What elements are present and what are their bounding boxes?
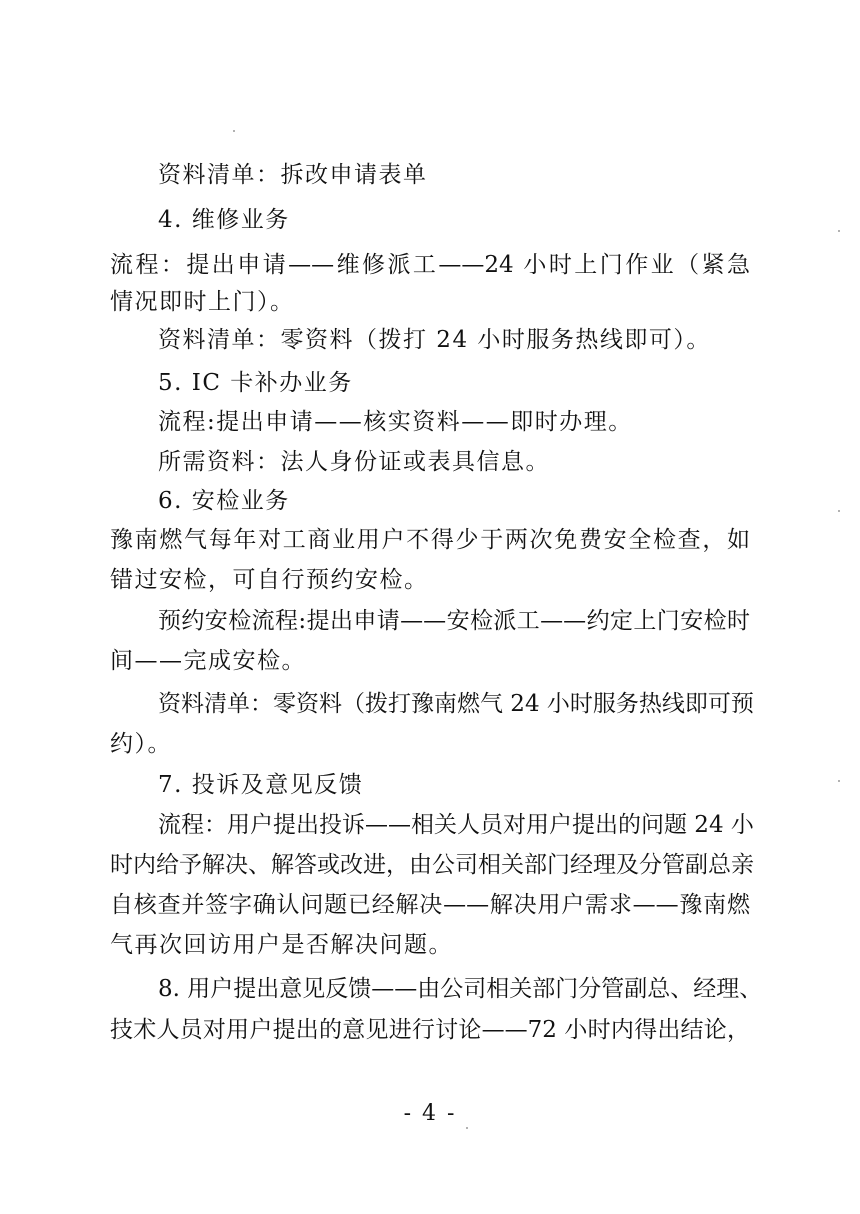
text-line-7: 流程:提出申请——核实资料——即时办理。 xyxy=(158,409,633,435)
section-heading-7: 7. 投诉及意见反馈 xyxy=(158,772,364,798)
text-line-19: 自核查并签字确认问题已经解决——解决用户需求——豫南燃 xyxy=(110,892,750,918)
text-line-20: 气再次回访用户是否解决问题。 xyxy=(110,932,453,958)
scan-speck xyxy=(838,230,840,232)
text-line-8: 所需资料：法人身份证或表具信息。 xyxy=(158,449,550,475)
scan-speck xyxy=(838,510,840,512)
section-heading-5: 5. IC 卡补办业务 xyxy=(158,370,353,396)
text-line-10: 豫南燃气每年对工商业用户不得少于两次免费安全检查，如 xyxy=(110,527,750,553)
text-line-13: 间——完成安检。 xyxy=(110,648,306,674)
text-line-3: 流程：提出申请——维修派工——24 小时上门作业（紧急 xyxy=(110,252,750,278)
text-line-15: 约）。 xyxy=(110,731,172,757)
text-line-18: 时内给予解决、解答或改进，由公司相关部门经理及分管副总亲 xyxy=(110,852,754,878)
scan-speck xyxy=(838,780,840,782)
text-line-4: 情况即时上门）。 xyxy=(110,289,295,315)
scan-speck xyxy=(233,130,235,132)
text-line-1: 资料清单：拆改申请表单 xyxy=(158,162,428,188)
text-line-14: 资料清单：零资料（拨打豫南燃气 24 小时服务热线即可预 xyxy=(158,691,754,717)
section-heading-6: 6. 安检业务 xyxy=(158,488,290,514)
section-heading-4: 4. 维修业务 xyxy=(158,207,290,233)
text-line-22: 技术人员对用户提出的意见进行讨论——72 小时内得出结论， xyxy=(110,1017,750,1043)
page-number: - 4 - xyxy=(403,1101,457,1126)
text-line-11: 错过安检，可自行预约安检。 xyxy=(110,567,429,593)
text-line-21: 8. 用户提出意见反馈——由公司相关部门分管副总、经理、 xyxy=(158,976,763,1002)
scan-speck xyxy=(466,1127,468,1129)
text-line-12: 预约安检流程:提出申请——安检派工——约定上门安检时 xyxy=(158,608,750,634)
text-line-17: 流程：用户提出投诉——相关人员对用户提出的问题 24 小 xyxy=(158,812,754,838)
text-line-5: 资料清单：零资料（拨打 24 小时服务热线即可）。 xyxy=(158,327,711,353)
